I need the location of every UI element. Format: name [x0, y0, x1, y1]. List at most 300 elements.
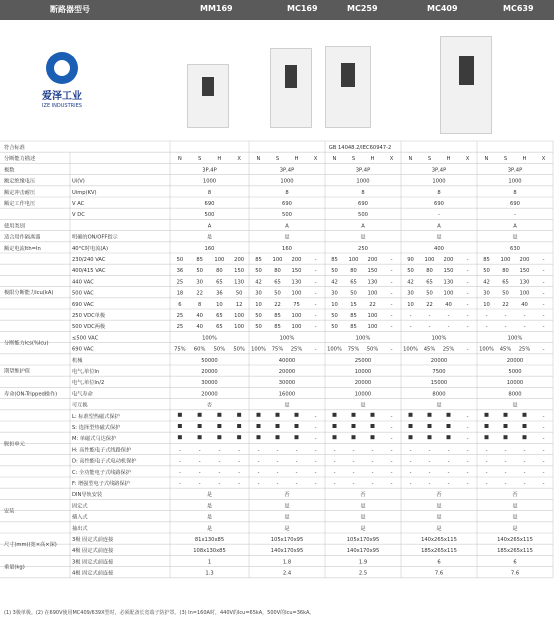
- function-supported-marker: [178, 435, 182, 439]
- function-unsupported-marker: -: [238, 481, 241, 487]
- row-sub-label: L: 标准型热磁式保护: [72, 413, 120, 420]
- icu-value: -: [409, 324, 412, 331]
- breaking-code: N: [177, 156, 182, 163]
- function-supported-marker: [371, 435, 375, 439]
- icu-value: -: [314, 324, 317, 331]
- spec-value: 160: [282, 245, 292, 252]
- row-sub-label: 抽出式: [72, 525, 88, 532]
- icu-value: 50: [331, 268, 338, 275]
- icu-value: 130: [291, 279, 302, 286]
- icu-value: 25: [176, 324, 184, 331]
- icu-value: 22: [369, 301, 376, 308]
- size-value: 140x170x95: [346, 548, 380, 555]
- function-unsupported-marker: -: [257, 481, 260, 487]
- function-supported-marker: [276, 424, 280, 428]
- icu-value: 80: [274, 268, 281, 275]
- row-sub-label: 3极 固定式前连接: [72, 537, 114, 543]
- icu-value: -: [390, 290, 393, 297]
- icu-value: 42: [331, 279, 338, 286]
- breaking-code: H: [446, 156, 451, 163]
- function-unsupported-marker: -: [485, 481, 488, 487]
- function-unsupported-marker: -: [218, 447, 221, 454]
- install-value: 是: [436, 525, 442, 532]
- spec-value: 是: [360, 234, 366, 241]
- size-value: 185x265x115: [497, 548, 533, 555]
- icu-value: 10: [216, 301, 223, 308]
- row-sub-label: M: 单磁式马达保护: [72, 436, 117, 443]
- breaking-code: N: [332, 156, 337, 163]
- function-unsupported-marker: -: [390, 447, 393, 454]
- icu-value: 25: [176, 313, 184, 319]
- spec-value: 690: [510, 201, 520, 207]
- row-label: 使用类别: [4, 223, 25, 230]
- size-value: 105x170x95: [346, 537, 380, 543]
- life-value: 10000: [354, 369, 372, 375]
- spec-value: A: [285, 223, 289, 230]
- install-value: 是: [436, 503, 442, 510]
- row-label: 尺寸(mm)(宽×高×深): [4, 542, 57, 549]
- function-supported-marker: [257, 413, 261, 417]
- row-sub-label: DIN导轨安装: [72, 492, 103, 499]
- row-label: 分断能力Ics(%Icu): [4, 340, 49, 347]
- weight-value: 6: [437, 559, 441, 566]
- header-model-mc409: MC409: [427, 4, 458, 13]
- icu-value: -: [390, 301, 393, 308]
- ics-value: -: [314, 346, 317, 353]
- row-label: 额定电流Ith=In: [4, 245, 41, 252]
- spec-value: 8: [285, 189, 289, 196]
- icu-value: 22: [274, 301, 281, 308]
- spec-value: 8: [361, 189, 365, 196]
- spec-value: 8: [513, 189, 517, 196]
- function-supported-marker: [485, 424, 489, 428]
- function-unsupported-marker: -: [390, 425, 393, 431]
- breaking-code: X: [465, 156, 470, 163]
- row-sub-label: 4极 固定式前连接: [72, 570, 114, 577]
- breaking-code: X: [313, 156, 318, 163]
- size-value: 105x170x95: [270, 537, 304, 543]
- spec-value: 1000: [280, 178, 294, 185]
- row-sub-label: V AC: [72, 201, 85, 207]
- function-unsupported-marker: -: [504, 458, 507, 465]
- spec-value: 是: [436, 234, 442, 241]
- release-value: 是: [284, 402, 290, 409]
- spec-value: 3P,4P: [202, 167, 217, 174]
- spec-value: 160: [204, 245, 215, 252]
- weight-value: 2.5: [358, 570, 368, 577]
- function-unsupported-marker: -: [198, 469, 201, 476]
- function-supported-marker: [352, 435, 356, 439]
- icu-value: 85: [331, 257, 338, 263]
- life-value: 7500: [432, 369, 446, 375]
- function-unsupported-marker: -: [314, 469, 317, 476]
- release-value: 是: [436, 402, 442, 409]
- row-sub-label: S: 选择型热磁式保护: [72, 425, 121, 431]
- life-value: 20000: [506, 357, 524, 364]
- function-unsupported-marker: -: [238, 458, 241, 465]
- icu-value: 80: [426, 268, 433, 275]
- weight-value: 1.3: [205, 570, 214, 577]
- row-label: 极数: [4, 167, 15, 174]
- function-unsupported-marker: -: [447, 458, 450, 465]
- spec-value: 1000: [432, 178, 446, 185]
- function-unsupported-marker: -: [276, 447, 279, 454]
- trip-life-value: 20000: [201, 391, 218, 398]
- icu-value: 100: [214, 257, 225, 263]
- icu-value: 50: [255, 324, 262, 331]
- breaking-code: S: [427, 156, 432, 163]
- icu-value: -: [390, 324, 393, 331]
- icu-value: 30: [331, 290, 338, 297]
- icu-value: 100: [272, 257, 283, 263]
- icu-value: 65: [502, 279, 509, 286]
- row-sub-label: Ui(V): [72, 178, 85, 185]
- function-supported-marker: [352, 424, 356, 428]
- icu-value: 100: [367, 324, 378, 331]
- function-supported-marker: [485, 413, 489, 417]
- row-label: 额定工作电压: [4, 201, 36, 207]
- function-unsupported-marker: -: [238, 469, 241, 476]
- icu-value: -: [390, 257, 393, 263]
- life-value: 25000: [354, 357, 372, 364]
- breaking-code: X: [389, 156, 394, 163]
- function-supported-marker: [198, 435, 202, 439]
- icu-value: 200: [291, 257, 302, 263]
- row-sub-label: 440 VAC: [72, 279, 94, 286]
- icu-value: -: [314, 279, 317, 286]
- ics-value: -: [390, 346, 393, 353]
- function-supported-marker: [276, 413, 280, 417]
- icu-value: 30: [407, 290, 414, 297]
- icu-value: 50: [426, 290, 433, 297]
- icu-value: 50: [331, 324, 338, 331]
- row-sub-label: ≤500 VAC: [72, 335, 99, 342]
- spec-value: 690: [434, 201, 444, 207]
- function-unsupported-marker: -: [314, 413, 317, 420]
- row-sub-label: 3极 固定式前连接: [72, 559, 114, 566]
- ics-value: 100%: [403, 346, 418, 353]
- icu-value: 40: [521, 301, 528, 308]
- icu-value: 50: [350, 290, 357, 297]
- function-unsupported-marker: -: [523, 447, 526, 454]
- icu-value: 80: [216, 268, 223, 275]
- function-supported-marker: [504, 424, 508, 428]
- size-value: 140x265x115: [421, 537, 457, 543]
- install-value: 否: [436, 492, 442, 499]
- spec-value: 1000: [356, 178, 370, 185]
- row-label: 适合用作隔离器: [4, 234, 41, 241]
- icu-value: 100: [519, 290, 530, 297]
- function-supported-marker: [504, 413, 508, 417]
- row-value: GB 14048.2/IEC60947-2: [328, 145, 392, 151]
- function-unsupported-marker: -: [276, 469, 279, 476]
- function-unsupported-marker: -: [428, 481, 431, 487]
- function-unsupported-marker: -: [504, 481, 507, 487]
- row-sub-label: F: 增强型电子式线路保护: [72, 481, 130, 487]
- icu-value: 30: [255, 290, 262, 297]
- icu-value: 50: [274, 290, 281, 297]
- install-value: 是: [360, 525, 366, 532]
- spec-value: 400: [434, 245, 444, 252]
- trip-life-value: 16000: [278, 391, 296, 398]
- function-unsupported-marker: -: [371, 458, 374, 465]
- function-supported-marker: [198, 424, 202, 428]
- row-sub-label: 明确的ON/OFF指示: [72, 234, 118, 241]
- icu-value: 100: [367, 313, 378, 319]
- icu-value: -: [504, 313, 507, 319]
- breaking-code: H: [217, 156, 222, 163]
- function-supported-marker: [198, 413, 202, 417]
- icu-value: 50: [502, 290, 509, 297]
- icu-value: 15: [350, 301, 357, 308]
- icu-value: -: [466, 257, 469, 263]
- icu-value: 85: [350, 324, 357, 331]
- install-value: 是: [206, 525, 213, 532]
- spec-value: 3P,4P: [507, 167, 523, 174]
- icu-value: 100: [234, 313, 245, 319]
- ics-value: 60%: [193, 346, 206, 353]
- function-supported-marker: [217, 413, 221, 417]
- ics-value: 45%: [499, 346, 512, 353]
- spec-value: 630: [510, 245, 520, 252]
- icu-value: 85: [274, 313, 281, 319]
- install-value: 是: [512, 525, 518, 532]
- row-sub-label: V DC: [72, 212, 85, 219]
- icu-value: 130: [443, 279, 454, 286]
- breaking-code: N: [408, 156, 413, 163]
- function-unsupported-marker: -: [466, 413, 469, 420]
- function-unsupported-marker: -: [295, 481, 298, 487]
- weight-value: 2.4: [282, 570, 292, 577]
- size-value: 81x130x85: [194, 537, 225, 543]
- icu-value: 42: [407, 279, 414, 286]
- function-unsupported-marker: -: [523, 469, 526, 476]
- function-supported-marker: [295, 424, 299, 428]
- footnote: (1) 3极单极。(2) 在690V使用MC409/639X型时，必须配备长宽端子防护罩。(3) In=160A时，440V的Icu=65kA，500V的Icu=36kA。: [4, 610, 315, 616]
- function-unsupported-marker: -: [371, 447, 374, 454]
- ics-value: 100%: [202, 335, 217, 342]
- function-supported-marker: [237, 435, 241, 439]
- spec-value: 是: [512, 234, 518, 241]
- icu-value: 85: [483, 257, 490, 263]
- icu-value: 130: [234, 279, 245, 286]
- size-value: 108x130x85: [193, 548, 226, 555]
- life-value: 30000: [278, 380, 296, 387]
- icu-value: 200: [519, 257, 530, 263]
- weight-value: 1.8: [282, 559, 292, 566]
- icu-value: 50: [255, 268, 262, 275]
- function-supported-marker: [409, 424, 413, 428]
- function-unsupported-marker: -: [466, 425, 469, 431]
- spec-value: 3P,4P: [431, 167, 447, 174]
- function-unsupported-marker: -: [352, 458, 355, 465]
- icu-value: -: [390, 279, 393, 286]
- spec-value: 690: [282, 201, 292, 207]
- function-unsupported-marker: -: [504, 447, 507, 454]
- spec-value: 690: [204, 201, 215, 207]
- icu-value: -: [485, 324, 488, 331]
- icu-value: 10: [331, 301, 338, 308]
- breaking-code: H: [522, 156, 527, 163]
- icu-value: 150: [367, 268, 378, 275]
- function-unsupported-marker: -: [333, 481, 336, 487]
- function-unsupported-marker: -: [276, 481, 279, 487]
- ics-value: 25%: [442, 346, 455, 353]
- function-supported-marker: [447, 413, 451, 417]
- icu-value: 42: [483, 279, 490, 286]
- breaking-code: H: [294, 156, 299, 163]
- install-value: 否: [512, 492, 518, 499]
- function-unsupported-marker: -: [409, 447, 412, 454]
- function-unsupported-marker: -: [542, 481, 545, 487]
- icu-value: 150: [443, 268, 454, 275]
- function-unsupported-marker: -: [218, 469, 221, 476]
- function-unsupported-marker: -: [352, 469, 355, 476]
- function-unsupported-marker: -: [428, 447, 431, 454]
- function-supported-marker: [485, 435, 489, 439]
- icu-value: 40: [196, 313, 203, 319]
- icu-value: 85: [350, 313, 357, 319]
- spec-value: 500: [282, 212, 292, 219]
- function-unsupported-marker: -: [447, 481, 450, 487]
- icu-value: -: [542, 268, 545, 275]
- function-unsupported-marker: -: [198, 458, 201, 465]
- function-unsupported-marker: -: [178, 458, 181, 465]
- breaking-code: S: [351, 156, 356, 163]
- function-unsupported-marker: -: [178, 447, 181, 454]
- function-unsupported-marker: -: [257, 447, 260, 454]
- icu-value: 150: [519, 268, 530, 275]
- function-unsupported-marker: -: [504, 469, 507, 476]
- brand-name-cn: 爱泽工业: [42, 91, 82, 102]
- icu-value: 50: [196, 268, 203, 275]
- spec-value: -: [438, 212, 440, 219]
- function-unsupported-marker: -: [371, 481, 374, 487]
- icu-value: -: [485, 313, 488, 319]
- ics-value: 100%: [279, 335, 295, 342]
- icu-value: 42: [255, 279, 262, 286]
- function-unsupported-marker: -: [485, 447, 488, 454]
- life-value: 20000: [354, 380, 372, 387]
- icu-value: -: [466, 290, 469, 297]
- icu-value: 65: [216, 324, 223, 331]
- function-unsupported-marker: -: [428, 469, 431, 476]
- function-supported-marker: [428, 413, 432, 417]
- spec-value: A: [437, 223, 441, 230]
- spec-value: 1000: [508, 178, 522, 185]
- icu-value: -: [314, 257, 317, 263]
- function-unsupported-marker: -: [485, 469, 488, 476]
- function-unsupported-marker: -: [466, 469, 469, 476]
- install-value: 是: [512, 514, 518, 521]
- row-sub-label: 机械: [72, 357, 83, 364]
- function-unsupported-marker: -: [295, 458, 298, 465]
- life-value: 20000: [430, 357, 448, 364]
- icu-value: -: [428, 324, 431, 331]
- header-model-mm169: MM169: [200, 4, 233, 13]
- icu-value: -: [466, 268, 469, 275]
- function-unsupported-marker: -: [409, 469, 412, 476]
- icu-value: 10: [407, 301, 414, 308]
- function-unsupported-marker: -: [466, 458, 469, 465]
- brand-name-en: IZE INDUSTRIES: [42, 103, 82, 109]
- ics-value: 100%: [507, 335, 523, 342]
- function-supported-marker: [352, 413, 356, 417]
- function-unsupported-marker: -: [485, 458, 488, 465]
- icu-value: -: [390, 313, 393, 319]
- icu-value: 12: [235, 301, 243, 308]
- install-value: 是: [360, 503, 366, 510]
- icu-value: 100: [348, 257, 359, 263]
- header-title: 断路器型号: [50, 5, 90, 14]
- icu-value: -: [504, 324, 507, 331]
- function-unsupported-marker: -: [390, 469, 393, 476]
- icu-value: 50: [255, 313, 262, 319]
- icu-value: 130: [519, 279, 530, 286]
- life-value: 10000: [506, 380, 524, 387]
- icu-value: -: [466, 313, 469, 319]
- icu-value: 100: [291, 324, 302, 331]
- function-unsupported-marker: -: [257, 458, 260, 465]
- release-value: 否: [206, 402, 213, 409]
- function-unsupported-marker: -: [447, 469, 450, 476]
- icu-value: 10: [483, 301, 490, 308]
- function-supported-marker: [428, 424, 432, 428]
- row-sub-label: 500 VDC两极: [72, 324, 106, 331]
- install-value: 否: [284, 492, 290, 499]
- row-sub-label: H: 高性能电子式线路保护: [72, 447, 132, 454]
- spec-value: 500: [204, 212, 215, 219]
- row-label: 分断能力描述: [4, 156, 36, 163]
- function-unsupported-marker: -: [542, 469, 545, 476]
- icu-value: 65: [426, 279, 433, 286]
- install-value: 是: [360, 514, 366, 521]
- function-supported-marker: [428, 435, 432, 439]
- function-unsupported-marker: -: [257, 469, 260, 476]
- function-supported-marker: [371, 413, 375, 417]
- install-value: 是: [206, 492, 213, 499]
- icu-value: -: [542, 290, 545, 297]
- icu-value: 50: [176, 257, 184, 263]
- function-unsupported-marker: -: [466, 481, 469, 487]
- icu-value: 65: [274, 279, 281, 286]
- life-value: 20000: [278, 369, 296, 375]
- icu-value: 100: [234, 324, 245, 331]
- function-unsupported-marker: -: [352, 481, 355, 487]
- icu-value: 85: [255, 257, 262, 263]
- icu-value: 150: [234, 268, 245, 275]
- icu-value: -: [314, 301, 317, 308]
- breaking-code: S: [503, 156, 508, 163]
- function-supported-marker: [178, 413, 182, 417]
- icu-value: -: [314, 290, 317, 297]
- function-unsupported-marker: -: [409, 481, 412, 487]
- trip-life-value: 8000: [508, 391, 522, 398]
- size-value: 185x265x115: [421, 548, 457, 555]
- ics-value: 100%: [355, 335, 371, 342]
- row-sub-label: D: 高性能电子式电动机保护: [72, 458, 137, 465]
- row-sub-label: 230/240 VAC: [72, 257, 106, 263]
- breaking-code: H: [370, 156, 375, 163]
- row-sub-label: 电气寿命: [72, 391, 93, 398]
- icu-value: -: [314, 268, 317, 275]
- spec-value: A: [513, 223, 517, 230]
- function-unsupported-marker: -: [466, 436, 469, 443]
- row-sub-label: 690 VAC: [72, 346, 94, 353]
- icu-value: 150: [291, 268, 302, 275]
- function-unsupported-marker: -: [314, 458, 317, 465]
- install-value: 是: [436, 514, 442, 521]
